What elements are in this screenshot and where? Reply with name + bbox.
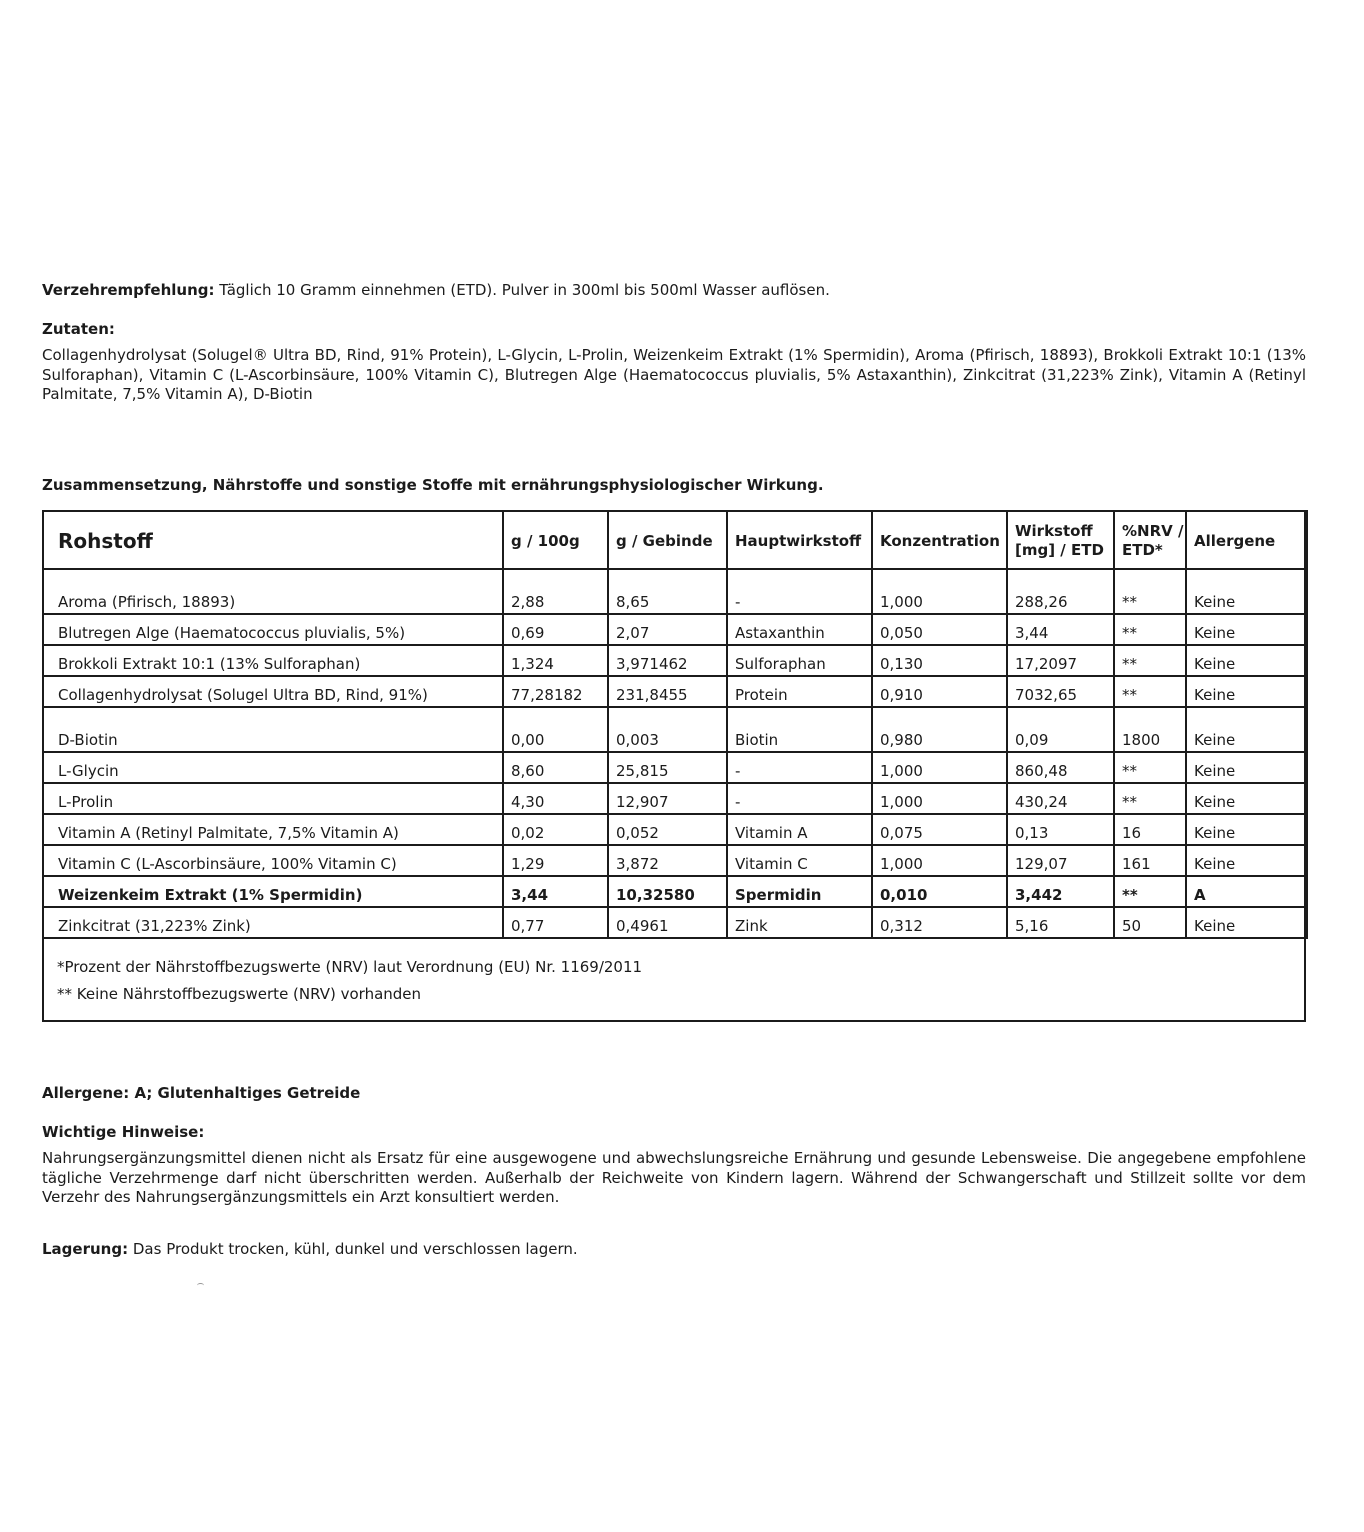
col-header-g-100g: g / 100g <box>503 511 608 569</box>
cell-allergene: Keine <box>1186 707 1307 752</box>
lagerung <box>42 1239 1306 1259</box>
cell-allergene: A <box>1186 876 1307 907</box>
cell-g-100g: 0,02 <box>503 814 608 845</box>
table-row <box>43 752 1307 783</box>
cell-wirkstoff: 7032,65 <box>1007 676 1114 707</box>
cell-konzentration: 1,000 <box>872 845 1007 876</box>
cell-hauptwirkstoff: - <box>727 783 872 814</box>
cell-rohstoff: Vitamin A (Retinyl Palmitate, 7,5% Vitamin A) <box>43 814 503 845</box>
cell-g-gebinde: 2,07 <box>608 614 727 645</box>
table-row <box>43 707 1307 752</box>
table-row <box>43 814 1307 845</box>
cell-g-100g: 3,44 <box>503 876 608 907</box>
cell-nrv: 161 <box>1114 845 1186 876</box>
col-header-wirkstoff: Wirkstoff [mg] / ETD <box>1007 511 1114 569</box>
cell-rohstoff: Vitamin C (L-Ascorbinsäure, 100% Vitamin C) <box>43 845 503 876</box>
cell-hauptwirkstoff: Biotin <box>727 707 872 752</box>
cell-nrv: ** <box>1114 676 1186 707</box>
table-row <box>43 676 1307 707</box>
composition-table <box>42 510 1306 1022</box>
cell-allergene: Keine <box>1186 645 1307 676</box>
cell-hauptwirkstoff: Astaxanthin <box>727 614 872 645</box>
cell-hauptwirkstoff: Protein <box>727 676 872 707</box>
table-title: Zusammensetzung, Nährstoffe und sonstige Stoffe mit ernährungsphysiologischer Wirkung. <box>42 476 824 494</box>
table-row <box>43 845 1307 876</box>
cell-g-gebinde: 10,32580 <box>608 876 727 907</box>
table-row <box>43 569 1307 614</box>
table-row-highlighted <box>43 876 1307 907</box>
cell-g-gebinde: 0,052 <box>608 814 727 845</box>
cell-wirkstoff: 3,44 <box>1007 614 1114 645</box>
cell-allergene: Keine <box>1186 814 1307 845</box>
table-row <box>43 907 1307 938</box>
allergene-line: Allergene: A; Glutenhaltiges Getreide <box>42 1084 361 1102</box>
verzehr-text: Täglich 10 Gramm einnehmen (ETD). Pulver in 300ml bis 500ml Wasser auflösen. <box>219 281 830 299</box>
table-footnotes <box>57 954 642 1008</box>
table-row <box>43 614 1307 645</box>
cell-g-100g: 4,30 <box>503 783 608 814</box>
cell-hauptwirkstoff: Sulforaphan <box>727 645 872 676</box>
zutaten-heading: Zutaten: <box>42 320 115 338</box>
cell-rohstoff: L-Glycin <box>43 752 503 783</box>
cell-konzentration: 1,000 <box>872 783 1007 814</box>
cell-g-gebinde: 3,971462 <box>608 645 727 676</box>
cell-g-100g: 0,69 <box>503 614 608 645</box>
cell-g-100g: 1,324 <box>503 645 608 676</box>
cell-wirkstoff: 5,16 <box>1007 907 1114 938</box>
cell-hauptwirkstoff: Spermidin <box>727 876 872 907</box>
cell-nrv: 50 <box>1114 907 1186 938</box>
cell-wirkstoff: 0,09 <box>1007 707 1114 752</box>
cell-nrv: ** <box>1114 876 1186 907</box>
cell-konzentration: 1,000 <box>872 752 1007 783</box>
cell-nrv: ** <box>1114 752 1186 783</box>
cell-nrv: ** <box>1114 645 1186 676</box>
cell-hauptwirkstoff: Vitamin C <box>727 845 872 876</box>
table-row <box>43 645 1307 676</box>
col-header-g-gebinde: g / Gebinde <box>608 511 727 569</box>
cell-g-100g: 0,00 <box>503 707 608 752</box>
cell-nrv: ** <box>1114 614 1186 645</box>
cell-wirkstoff: 0,13 <box>1007 814 1114 845</box>
cell-g-100g: 77,28182 <box>503 676 608 707</box>
cell-allergene: Keine <box>1186 907 1307 938</box>
cell-nrv: 1800 <box>1114 707 1186 752</box>
footnote-nrv: *Prozent der Nährstoffbezugswerte (NRV) laut Verordnung (EU) Nr. 1169/2011 <box>57 958 643 976</box>
cell-nrv: ** <box>1114 569 1186 614</box>
cell-rohstoff: L-Prolin <box>43 783 503 814</box>
table-row <box>43 783 1307 814</box>
cell-rohstoff: Collagenhydrolysat (Solugel Ultra BD, Rind, 91%) <box>43 676 503 707</box>
stray-mark <box>197 1283 204 1288</box>
cell-g-gebinde: 231,8455 <box>608 676 727 707</box>
cell-g-gebinde: 25,815 <box>608 752 727 783</box>
cell-rohstoff: Zinkcitrat (31,223% Zink) <box>43 907 503 938</box>
cell-g-100g: 0,77 <box>503 907 608 938</box>
cell-hauptwirkstoff: Vitamin A <box>727 814 872 845</box>
lagerung-label: Lagerung: <box>42 1240 129 1258</box>
cell-wirkstoff: 288,26 <box>1007 569 1114 614</box>
cell-konzentration: 0,130 <box>872 645 1007 676</box>
col-header-hauptwirkstoff: Hauptwirkstoff <box>727 511 872 569</box>
cell-g-100g: 8,60 <box>503 752 608 783</box>
lagerung-text: Das Produkt trocken, kühl, dunkel und verschlossen lagern. <box>132 1240 578 1258</box>
zutaten-text: Collagenhydrolysat (Solugel® Ultra BD, Rind, 91% Protein), L-Glycin, L-Prolin, Weizenkeim Extrakt (1% Spermidin), Aroma (Pfirisch, 18893), Brokkoli Extrakt 10:1 (13% Sulforaphan), Vitamin C (L-Ascorbinsäure, 100% Vitamin C), Blutregen Alge (Haematococcus pluvialis, 5% Astaxanthin), Zinkcitrat (31,223% Zink), Vitamin A (Retinyl Palmitate, 7,5% Vitamin A), D-Biotin <box>42 346 1306 403</box>
cell-konzentration: 0,075 <box>872 814 1007 845</box>
cell-g-gebinde: 8,65 <box>608 569 727 614</box>
cell-nrv: 16 <box>1114 814 1186 845</box>
cell-wirkstoff: 430,24 <box>1007 783 1114 814</box>
cell-g-gebinde: 0,4961 <box>608 907 727 938</box>
cell-rohstoff: D-Biotin <box>43 707 503 752</box>
cell-konzentration: 0,910 <box>872 676 1007 707</box>
cell-konzentration: 0,980 <box>872 707 1007 752</box>
cell-g-gebinde: 0,003 <box>608 707 727 752</box>
cell-allergene: Keine <box>1186 614 1307 645</box>
verzehr-label: Verzehrempfehlung: <box>42 281 215 299</box>
col-header-rohstoff: Rohstoff <box>43 511 503 569</box>
col-header-allergene: Allergene <box>1186 511 1307 569</box>
cell-wirkstoff: 17,2097 <box>1007 645 1114 676</box>
cell-konzentration: 1,000 <box>872 569 1007 614</box>
cell-konzentration: 0,312 <box>872 907 1007 938</box>
hinweise-text: Nahrungsergänzungsmittel dienen nicht als Ersatz für eine ausgewogene und abwechslungsreiche Ernährung und gesunde Lebensweise. Die angegebene empfohlene tägliche Verzehrmenge darf nicht überschritten werden. Außerhalb der Reichweite von Kindern lagern. Während der Schwangerschaft und Stillzeit sollte vor dem Verzehr des Nahrungsergänzungsmittels ein Arzt konsultiert werden. <box>42 1149 1306 1206</box>
cell-hauptwirkstoff: - <box>727 752 872 783</box>
cell-rohstoff: Weizenkeim Extrakt (1% Spermidin) <box>43 876 503 907</box>
cell-rohstoff: Aroma (Pfirisch, 18893) <box>43 569 503 614</box>
cell-konzentration: 0,050 <box>872 614 1007 645</box>
footnote-no-nrv: ** Keine Nährstoffbezugswerte (NRV) vorhanden <box>57 985 422 1003</box>
cell-g-gebinde: 3,872 <box>608 845 727 876</box>
cell-wirkstoff: 860,48 <box>1007 752 1114 783</box>
cell-allergene: Keine <box>1186 845 1307 876</box>
cell-hauptwirkstoff: - <box>727 569 872 614</box>
cell-rohstoff: Blutregen Alge (Haematococcus pluvialis, 5%) <box>43 614 503 645</box>
cell-wirkstoff: 3,442 <box>1007 876 1114 907</box>
cell-allergene: Keine <box>1186 676 1307 707</box>
cell-wirkstoff: 129,07 <box>1007 845 1114 876</box>
table-header-row <box>43 511 1307 569</box>
hinweise-heading: Wichtige Hinweise: <box>42 1123 205 1141</box>
col-header-konzentration: Konzentration <box>872 511 1007 569</box>
cell-allergene: Keine <box>1186 783 1307 814</box>
cell-allergene: Keine <box>1186 752 1307 783</box>
cell-rohstoff: Brokkoli Extrakt 10:1 (13% Sulforaphan) <box>43 645 503 676</box>
col-header-nrv: %NRV / ETD* <box>1114 511 1186 569</box>
cell-hauptwirkstoff: Zink <box>727 907 872 938</box>
cell-g-100g: 2,88 <box>503 569 608 614</box>
cell-allergene: Keine <box>1186 569 1307 614</box>
cell-nrv: ** <box>1114 783 1186 814</box>
cell-g-100g: 1,29 <box>503 845 608 876</box>
cell-konzentration: 0,010 <box>872 876 1007 907</box>
verzehrempfehlung <box>42 280 1306 300</box>
cell-g-gebinde: 12,907 <box>608 783 727 814</box>
